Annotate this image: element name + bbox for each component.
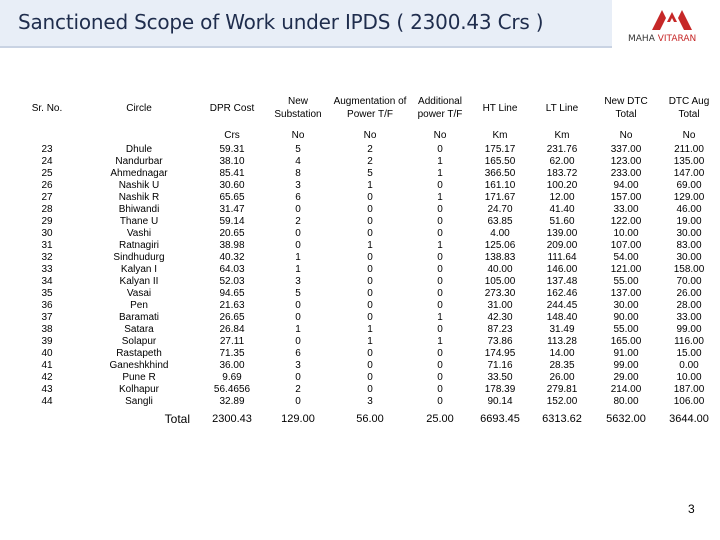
table-cell: 38 bbox=[41, 324, 53, 335]
table-cell: 162.46 bbox=[546, 288, 578, 299]
table-cell: 85.41 bbox=[219, 168, 245, 179]
table-cell: 0 bbox=[367, 192, 373, 203]
table-cell: 0 bbox=[367, 372, 373, 383]
table-cell: 1 bbox=[437, 240, 443, 251]
table-cell: 0 bbox=[437, 384, 443, 395]
table-cell: 231.76 bbox=[546, 144, 578, 155]
table-row bbox=[14, 288, 720, 300]
table-cell: 51.60 bbox=[549, 216, 575, 227]
table-cell: 14.00 bbox=[549, 348, 575, 359]
table-cell: 6 bbox=[295, 192, 301, 203]
table-cell: 1 bbox=[367, 240, 373, 251]
total-ht-line: 6693.45 bbox=[480, 413, 520, 425]
unit-cell: No bbox=[619, 130, 633, 141]
table-cell: 0 bbox=[437, 276, 443, 287]
table-cell: 0 bbox=[437, 252, 443, 263]
totals-row bbox=[14, 408, 720, 430]
total-label: Total bbox=[164, 412, 190, 426]
table-cell: 1 bbox=[437, 192, 443, 203]
table-cell: 21.63 bbox=[219, 300, 245, 311]
table-cell: Nandurbar bbox=[115, 156, 163, 167]
table-cell: 106.00 bbox=[673, 396, 705, 407]
table-cell: 0 bbox=[437, 204, 443, 215]
table-cell: 161.10 bbox=[484, 180, 516, 191]
table-cell: 40.00 bbox=[487, 264, 513, 275]
unit-cell: Km bbox=[554, 130, 570, 141]
header-sr-no: Sr. No. bbox=[31, 102, 63, 114]
table-cell: 64.03 bbox=[219, 264, 245, 275]
table-cell: 10.00 bbox=[613, 228, 639, 239]
table-cell: 94.65 bbox=[219, 288, 245, 299]
table-cell: 80.00 bbox=[613, 396, 639, 407]
table-cell: 0 bbox=[367, 204, 373, 215]
table-cell: 4 bbox=[295, 156, 301, 167]
total-lt-line: 6313.62 bbox=[542, 413, 582, 425]
page-title: Sanctioned Scope of Work under IPDS ( 2300.43 Crs ) bbox=[18, 10, 544, 34]
table-cell: 0 bbox=[437, 324, 443, 335]
table-cell: 0 bbox=[367, 348, 373, 359]
table-header-row bbox=[14, 88, 720, 128]
table-cell: 1 bbox=[295, 324, 301, 335]
table-cell: 26.65 bbox=[219, 312, 245, 323]
table-cell: 99.00 bbox=[613, 360, 639, 371]
table-cell: 42 bbox=[41, 372, 53, 383]
table-cell: 122.00 bbox=[610, 216, 642, 227]
table-cell: 26.00 bbox=[676, 288, 702, 299]
table-cell: 0.00 bbox=[679, 360, 699, 371]
table-cell: Pune R bbox=[122, 372, 156, 383]
table-cell: 31.00 bbox=[487, 300, 513, 311]
table-cell: 4.00 bbox=[490, 228, 510, 239]
table-cell: 171.67 bbox=[484, 192, 516, 203]
table-cell: 152.00 bbox=[546, 396, 578, 407]
table-cell: 1 bbox=[437, 168, 443, 179]
table-cell: 0 bbox=[437, 264, 443, 275]
table-cell: 28.35 bbox=[549, 360, 575, 371]
header-dpr-cost: DPR Cost bbox=[209, 102, 255, 114]
table-cell: 2 bbox=[295, 384, 301, 395]
table-cell: 6 bbox=[295, 348, 301, 359]
table-row bbox=[14, 156, 720, 168]
table-row bbox=[14, 252, 720, 264]
table-cell: 187.00 bbox=[673, 384, 705, 395]
table-cell: 27 bbox=[41, 192, 53, 203]
table-cell: 135.00 bbox=[673, 156, 705, 167]
table-cell: 5 bbox=[295, 288, 301, 299]
table-cell: 337.00 bbox=[610, 144, 642, 155]
table-cell: 5 bbox=[295, 144, 301, 155]
table-cell: 90.00 bbox=[613, 312, 639, 323]
table-cell: 12.00 bbox=[549, 192, 575, 203]
table-cell: 0 bbox=[367, 360, 373, 371]
total-dtc-aug: 3644.00 bbox=[669, 413, 709, 425]
logo-text-vitaran: VITARAN bbox=[657, 34, 697, 44]
table-cell: 29.00 bbox=[613, 372, 639, 383]
unit-cell bbox=[80, 128, 198, 144]
table-cell: 0 bbox=[295, 336, 301, 347]
table-row bbox=[14, 360, 720, 372]
table-cell: 24 bbox=[41, 156, 53, 167]
table-cell: 0 bbox=[437, 372, 443, 383]
table-cell: 209.00 bbox=[546, 240, 578, 251]
table-cell: 148.40 bbox=[546, 312, 578, 323]
table-cell: 20.65 bbox=[219, 228, 245, 239]
table-cell: 32 bbox=[41, 252, 53, 263]
table-cell: 15.00 bbox=[676, 348, 702, 359]
table-cell: 105.00 bbox=[484, 276, 516, 287]
table-cell: 175.17 bbox=[484, 144, 516, 155]
table-cell: 0 bbox=[437, 288, 443, 299]
table-cell: 157.00 bbox=[610, 192, 642, 203]
table-cell: 125.06 bbox=[484, 240, 516, 251]
unit-cell: Crs bbox=[224, 130, 240, 141]
table-cell: Thane U bbox=[119, 216, 159, 227]
table-row bbox=[14, 228, 720, 240]
header-additional-tf: Additional power T/F bbox=[417, 96, 463, 120]
table-cell: 0 bbox=[295, 228, 301, 239]
table-row bbox=[14, 204, 720, 216]
company-logo bbox=[628, 8, 718, 48]
table-cell: 36 bbox=[41, 300, 53, 311]
table-cell: 107.00 bbox=[610, 240, 642, 251]
table-cell: 69.00 bbox=[676, 180, 702, 191]
table-cell: 30.00 bbox=[676, 252, 702, 263]
unit-cell: No bbox=[363, 130, 377, 141]
table-cell: 33.00 bbox=[676, 312, 702, 323]
table-cell: 1 bbox=[437, 336, 443, 347]
table-cell: 36.00 bbox=[219, 360, 245, 371]
table-cell: Solapur bbox=[121, 336, 157, 347]
table-row bbox=[14, 336, 720, 348]
unit-cell: No bbox=[433, 130, 447, 141]
table-cell: 71.16 bbox=[487, 360, 513, 371]
table-cell: 137.48 bbox=[546, 276, 578, 287]
table-cell: 116.00 bbox=[674, 336, 704, 347]
table-cell: Pen bbox=[130, 300, 148, 311]
table-cell: 8 bbox=[295, 168, 301, 179]
table-row bbox=[14, 192, 720, 204]
header-new-dtc: New DTC Total bbox=[604, 96, 648, 120]
logo-wordmark bbox=[628, 34, 720, 44]
table-cell: 26.00 bbox=[549, 372, 575, 383]
table-cell: 366.50 bbox=[484, 168, 516, 179]
table-row bbox=[14, 372, 720, 384]
table-cell: 0 bbox=[367, 288, 373, 299]
table-cell: Kalyan I bbox=[120, 264, 158, 275]
table-cell: 113.28 bbox=[547, 336, 577, 347]
table-cell: 32.89 bbox=[219, 396, 245, 407]
total-dpr-cost: 2300.43 bbox=[212, 413, 252, 425]
unit-cell: No bbox=[682, 130, 696, 141]
unit-cell bbox=[14, 128, 80, 144]
table-cell: 1 bbox=[437, 156, 443, 167]
table-cell: 0 bbox=[295, 240, 301, 251]
table-cell: 40.32 bbox=[219, 252, 245, 263]
table-cell: 24.70 bbox=[487, 204, 513, 215]
table-cell: 0 bbox=[295, 204, 301, 215]
table-cell: 0 bbox=[437, 228, 443, 239]
table-cell: 139.00 bbox=[546, 228, 578, 239]
table-cell: 0 bbox=[367, 276, 373, 287]
table-cell: 71.35 bbox=[219, 348, 245, 359]
header-new-substation: New Substation bbox=[274, 96, 322, 120]
table-cell: 39 bbox=[41, 336, 53, 347]
table-cell: 33 bbox=[41, 264, 53, 275]
table-cell: 100.20 bbox=[546, 180, 578, 191]
table-cell: Sindhudurg bbox=[113, 252, 165, 263]
table-cell: Ratnagiri bbox=[118, 240, 160, 251]
table-cell: 0 bbox=[295, 300, 301, 311]
table-cell: 26 bbox=[41, 180, 53, 191]
table-cell: 214.00 bbox=[610, 384, 642, 395]
table-cell: 56.4656 bbox=[213, 384, 251, 395]
table-cell: 46.00 bbox=[676, 204, 702, 215]
table-cell: 62.00 bbox=[549, 156, 575, 167]
table-cell: 138.83 bbox=[484, 252, 516, 263]
table-cell: 2 bbox=[367, 156, 373, 167]
table-cell: 28.00 bbox=[676, 300, 702, 311]
table-row bbox=[14, 264, 720, 276]
table-row bbox=[14, 312, 720, 324]
table-cell: 65.65 bbox=[219, 192, 245, 203]
table-cell: 41.40 bbox=[549, 204, 575, 215]
table-cell: 123.00 bbox=[610, 156, 642, 167]
table-cell: 35 bbox=[41, 288, 53, 299]
table-cell: 273.30 bbox=[484, 288, 516, 299]
table-cell: 26.84 bbox=[219, 324, 245, 335]
table-cell: 33.50 bbox=[487, 372, 513, 383]
page-number: 3 bbox=[688, 502, 695, 516]
header-dtc-aug: DTC Aug Total bbox=[668, 96, 710, 120]
table-cell: 146.00 bbox=[546, 264, 578, 275]
table-cell: 30 bbox=[41, 228, 53, 239]
table-cell: 41 bbox=[41, 360, 53, 371]
table-cell: 90.14 bbox=[487, 396, 513, 407]
table-cell: 165.50 bbox=[484, 156, 516, 167]
table-cell: 30.00 bbox=[676, 228, 702, 239]
table-cell: 211.00 bbox=[674, 144, 704, 155]
table-cell: 174.95 bbox=[484, 348, 516, 359]
table-cell: 33.00 bbox=[613, 204, 639, 215]
table-cell: 3 bbox=[367, 396, 373, 407]
table-cell: 2 bbox=[367, 144, 373, 155]
table-row bbox=[14, 276, 720, 288]
table-cell: 19.00 bbox=[676, 216, 702, 227]
table-cell: 31 bbox=[41, 240, 53, 251]
table-cell: 29 bbox=[41, 216, 53, 227]
scope-of-work-table bbox=[14, 88, 720, 430]
table-cell: 147.00 bbox=[673, 168, 705, 179]
table-cell: 1 bbox=[295, 264, 301, 275]
table-cell: 111.64 bbox=[547, 252, 577, 263]
table-cell: 44 bbox=[41, 396, 53, 407]
table-cell: 63.85 bbox=[487, 216, 513, 227]
table-cell: 70.00 bbox=[676, 276, 702, 287]
unit-cell: No bbox=[291, 130, 305, 141]
table-row bbox=[14, 168, 720, 180]
table-cell: Sangli bbox=[125, 396, 153, 407]
table-cell: Kolhapur bbox=[118, 384, 160, 395]
table-cell: Baramati bbox=[118, 312, 159, 323]
table-row bbox=[14, 396, 720, 408]
table-cell: 137.00 bbox=[610, 288, 642, 299]
table-cell: 1 bbox=[367, 324, 373, 335]
table-cell: 54.00 bbox=[613, 252, 639, 263]
table-cell: 279.81 bbox=[546, 384, 578, 395]
table-cell: 0 bbox=[437, 348, 443, 359]
table-cell: 129.00 bbox=[673, 192, 705, 203]
table-cell: 0 bbox=[295, 312, 301, 323]
table-cell: 3 bbox=[295, 180, 301, 191]
table-cell: 31.47 bbox=[219, 204, 245, 215]
table-cell: 59.31 bbox=[219, 144, 245, 155]
total-new-substation: 129.00 bbox=[281, 413, 315, 425]
table-cell: Nashik R bbox=[118, 192, 160, 203]
table-cell: 55.00 bbox=[613, 324, 639, 335]
table-cell: Vasai bbox=[126, 288, 152, 299]
table-cell: 183.72 bbox=[546, 168, 578, 179]
table-cell: Nashik U bbox=[118, 180, 160, 191]
table-cell: 158.00 bbox=[673, 264, 705, 275]
table-row bbox=[14, 216, 720, 228]
table-cell: Ganeshkhind bbox=[109, 360, 169, 371]
table-cell: 31.49 bbox=[549, 324, 575, 335]
table-cell: 43 bbox=[41, 384, 53, 395]
table-cell: 52.03 bbox=[219, 276, 245, 287]
table-cell: Satara bbox=[124, 324, 154, 335]
table-row bbox=[14, 300, 720, 312]
table-cell: Vashi bbox=[126, 228, 152, 239]
table-cell: 121.00 bbox=[610, 264, 642, 275]
table-cell: 0 bbox=[295, 396, 301, 407]
table-cell: 0 bbox=[437, 300, 443, 311]
table-cell: 59.14 bbox=[219, 216, 245, 227]
table-cell: 0 bbox=[295, 372, 301, 383]
header-ht-line: HT Line bbox=[482, 102, 518, 114]
units-row bbox=[14, 128, 720, 144]
table-cell: 38.10 bbox=[219, 156, 245, 167]
table-cell: 0 bbox=[437, 396, 443, 407]
table-body bbox=[14, 144, 720, 408]
table-cell: 94.00 bbox=[613, 180, 639, 191]
table-row bbox=[14, 324, 720, 336]
title-bar bbox=[0, 0, 612, 48]
total-new-dtc: 5632.00 bbox=[606, 413, 646, 425]
table-cell: 87.23 bbox=[487, 324, 513, 335]
total-additional-tf: 25.00 bbox=[426, 413, 454, 425]
table-cell: Bhiwandi bbox=[118, 204, 160, 215]
table-row bbox=[14, 240, 720, 252]
table-cell: 233.00 bbox=[610, 168, 642, 179]
table-cell: 38.98 bbox=[219, 240, 245, 251]
table-cell: 55.00 bbox=[613, 276, 639, 287]
table-cell: 178.39 bbox=[484, 384, 516, 395]
table-cell: 42.30 bbox=[487, 312, 513, 323]
table-cell: 0 bbox=[437, 144, 443, 155]
table-cell: 99.00 bbox=[676, 324, 702, 335]
table-cell: 34 bbox=[41, 276, 53, 287]
table-cell: 2 bbox=[295, 216, 301, 227]
table-cell: 23 bbox=[41, 144, 53, 155]
table-cell: 1 bbox=[367, 336, 373, 347]
header-augmentation: Augmentation of Power T/F bbox=[333, 96, 407, 120]
table-cell: Dhule bbox=[125, 144, 153, 155]
table-cell: 37 bbox=[41, 312, 53, 323]
mahavitaran-logo-icon bbox=[650, 8, 694, 32]
table-cell: 0 bbox=[367, 228, 373, 239]
table-cell: 0 bbox=[367, 384, 373, 395]
table-cell: 9.69 bbox=[222, 372, 242, 383]
table-cell: 28 bbox=[41, 204, 53, 215]
header-lt-line: LT Line bbox=[545, 102, 579, 114]
table-cell: Rastapeth bbox=[116, 348, 162, 359]
table-cell: Ahmednagar bbox=[110, 168, 168, 179]
table-cell: 0 bbox=[367, 312, 373, 323]
table-cell: 1 bbox=[367, 180, 373, 191]
table-cell: 40 bbox=[41, 348, 53, 359]
total-augmentation: 56.00 bbox=[356, 413, 384, 425]
table-cell: 1 bbox=[295, 252, 301, 263]
table-cell: 0 bbox=[367, 216, 373, 227]
table-row bbox=[14, 384, 720, 396]
header-circle: Circle bbox=[126, 102, 152, 114]
table-cell: 91.00 bbox=[613, 348, 639, 359]
table-row bbox=[14, 348, 720, 360]
table-row bbox=[14, 180, 720, 192]
unit-cell: Km bbox=[492, 130, 508, 141]
table-cell: 244.45 bbox=[546, 300, 578, 311]
logo-text-maha: MAHA bbox=[628, 34, 655, 44]
table-cell: 5 bbox=[367, 168, 373, 179]
table-cell: 83.00 bbox=[676, 240, 702, 251]
table-cell: 0 bbox=[367, 252, 373, 263]
table-cell: 0 bbox=[367, 300, 373, 311]
table-cell: 0 bbox=[437, 360, 443, 371]
table-cell: 30.00 bbox=[613, 300, 639, 311]
table-cell: 1 bbox=[437, 312, 443, 323]
table-cell: 10.00 bbox=[676, 372, 702, 383]
table-cell: 25 bbox=[41, 168, 53, 179]
table-cell: 73.86 bbox=[487, 336, 513, 347]
table-cell: 0 bbox=[437, 216, 443, 227]
table-cell: 3 bbox=[295, 360, 301, 371]
table-cell: 0 bbox=[367, 264, 373, 275]
table-cell: 0 bbox=[437, 180, 443, 191]
table-cell: 30.60 bbox=[219, 180, 245, 191]
table-row bbox=[14, 144, 720, 156]
table-cell: 3 bbox=[295, 276, 301, 287]
table-cell: 165.00 bbox=[610, 336, 642, 347]
table-cell: Kalyan II bbox=[119, 276, 159, 287]
table-cell: 27.11 bbox=[219, 336, 245, 347]
